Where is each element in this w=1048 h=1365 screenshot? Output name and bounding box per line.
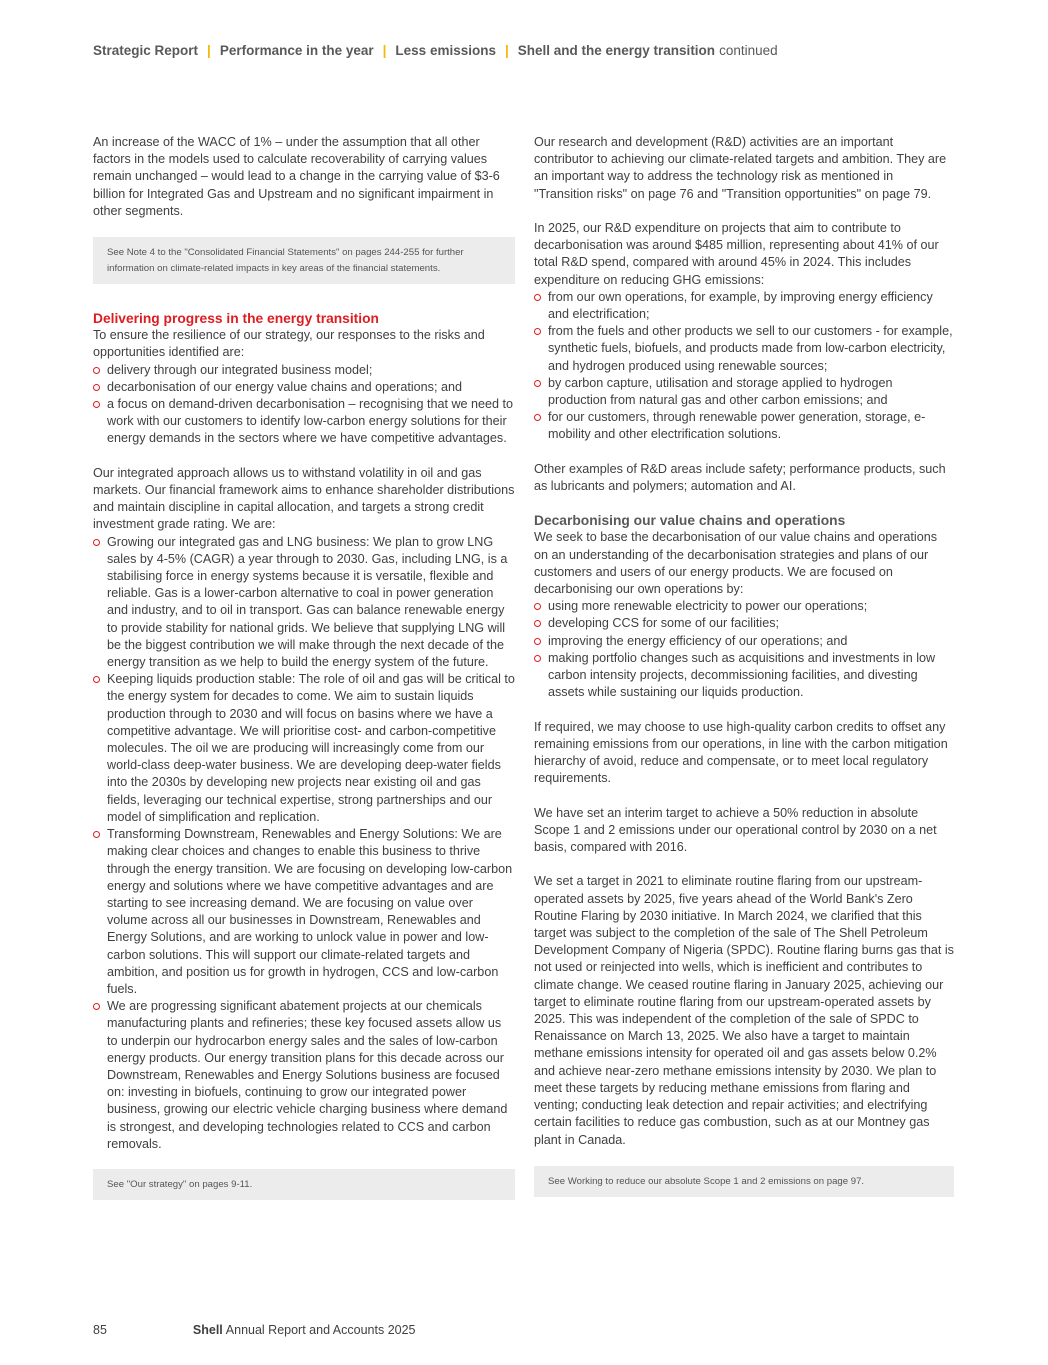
bullet-icon xyxy=(93,676,100,683)
list-item xyxy=(93,362,515,379)
bullet-icon xyxy=(534,294,541,301)
list-item-text: a focus on demand-driven decarbonisation – recognising that we need to work with our customers to identify low-carbon energy solutions for their energy demands in the sectors where we have competitive advantages. xyxy=(107,397,514,446)
bullet-icon xyxy=(93,1003,100,1010)
brand-name: Shell xyxy=(192,1323,223,1337)
list-item-text: Transforming Downstream, Renewables and Energy Solutions: We are making clear choices and changes to enable this business to thrive through the energy transition. We are focusing on developing low-carbon energy and solutions where we have competitive advantages and are starting to see increasing demand. We are focusing on value over volume across all our businesses in Downstream, Renewables and Energy Solutions, and are working to unlock value in power and low-carbon solutions. This will support our climate-related targets and ambition, and position us for growth in hydrogen, CCS and low-carbon fuels. xyxy=(107,827,513,996)
bullet-icon xyxy=(93,384,100,391)
document-title: Annual Report and Accounts 2025 xyxy=(225,1323,416,1337)
breadcrumb-separator: | xyxy=(207,43,211,58)
note-text[interactable]: See Note 4 to the "Consolidated Financial Statements" on pages 244-255 for further information on climate-related impacts in key areas of the financial statements. xyxy=(107,247,464,275)
resilience-list xyxy=(93,362,515,448)
note-text[interactable]: See "Our strategy" on pages 9-11. xyxy=(107,1178,253,1190)
bullet-icon xyxy=(534,414,541,421)
continued-label: continued xyxy=(719,43,778,58)
page-header xyxy=(93,42,993,60)
resilience-intro: To ensure the resilience of our strategy, our responses to the risks and opportunities identified are: xyxy=(93,328,485,360)
section-heading-delivering-progress: Delivering progress in the energy transition xyxy=(93,311,379,327)
list-item-text: by carbon capture, utilisation and storage applied to hydrogen production from natural gas and other carbon emissions; and xyxy=(548,375,893,408)
list-item xyxy=(534,598,954,615)
bullet-icon xyxy=(534,638,541,645)
left-column xyxy=(93,134,515,1200)
breadcrumb-energy-transition[interactable]: Shell and the energy transition xyxy=(517,43,716,58)
rd-expenditure-paragraph: In 2025, our R&D expenditure on projects that aim to contribute to decarbonisation was around $485 million, representing about 41% of our total R&D spend, compared with around 45% in 2024. This includes expenditure on reducing GHG emissions: xyxy=(534,221,939,287)
list-item-text: improving the energy efficiency of our operations; and xyxy=(548,633,848,648)
list-item-text: We are progressing significant abatement projects at our chemicals manufacturing plants and refineries; these key focused assets allow us to underpin our hydrocarbon energy sales and the sales of low-carbon energy products. Our energy transition plans for this decade across our Downstream, Renewables and Energy Solutions business are focused on: investing in biofuels, continuing to grow our integrated power business, growing our electric vehicle charging business where demand is strongest, and developing technologies related to CCS and carbon removals. xyxy=(107,999,508,1151)
bullet-icon xyxy=(534,603,541,610)
list-item xyxy=(93,998,515,1153)
breadcrumb-strategic-report[interactable]: Strategic Report xyxy=(93,43,199,58)
rd-intro-paragraph: Our research and development (R&D) activities are an important contributor to achieving our climate-related targets and ambition. They are an important way to address the technology risk as mentioned in "Transition risks" on page 76 and "Transition opportunities" on page 79. xyxy=(534,135,947,201)
list-item-text: for our customers, through renewable power generation, storage, e-mobility and other electrification solutions. xyxy=(548,410,926,442)
list-item xyxy=(93,379,515,396)
list-item xyxy=(93,671,515,826)
list-item-text: from the fuels and other products we sell to our customers - for example, synthetic fuels, biofuels, and products made from low-carbon electricity, and hydrogen produced using renewable sources; xyxy=(548,324,953,373)
wacc-paragraph: An increase of the WACC of 1% – under the assumption that all other factors in the models used to calculate recoverability of carrying values remain unchanged – would lead to a change in the carrying value of $3-6 billion for Integrated Gas and Upstream and no significant impairment in other segments. xyxy=(93,135,500,218)
breadcrumb-less-emissions[interactable]: Less emissions xyxy=(395,43,496,58)
decarb-intro: We seek to base the decarbonisation of our value chains and operations on an understanding of the decarbonisation strategies and plans of our customers and users of our energy products. We are focused on decarbonising our own operations by: xyxy=(534,530,938,597)
list-item xyxy=(534,375,954,409)
list-item-text: Growing our integrated gas and LNG business: We plan to grow LNG sales by 4-5% (CAGR) a year through to 2030. Gas, including LNG, is a stabilising force in energy systems because it is versatile, flexible and reliable. Gas is a lower-carbon alternative to coal in power generation and industry, and to oil in transport. Gas can balance renewable energy to provide stability for national grids. We believe that supplying LNG will be the biggest contribution we will make through the next decade of the energy transition as we help to build the energy system of the future. xyxy=(107,534,508,670)
note-box-our-strategy xyxy=(93,1169,515,1200)
bullet-icon xyxy=(93,367,100,374)
note-box-financial-statements xyxy=(93,237,515,284)
list-item xyxy=(534,650,954,702)
list-item xyxy=(93,534,515,672)
decarb-list xyxy=(534,598,954,701)
bullet-icon xyxy=(534,380,541,387)
note-text[interactable]: See Working to reduce our absolute Scope 1 and 2 emissions on page 97. xyxy=(548,1175,865,1187)
interim-target-paragraph: We have set an interim target to achieve a 50% reduction in absolute Scope 1 and 2 emissions under our operational control by 2030 on a net basis, compared with 2016. xyxy=(534,805,937,855)
list-item-text: decarbonisation of our energy value chains and operations; and xyxy=(107,379,462,394)
bullet-icon xyxy=(93,401,100,408)
list-item xyxy=(534,615,954,632)
list-item-text: from our own operations, for example, by improving energy efficiency and electrification; xyxy=(548,289,933,322)
list-item-text: developing CCS for some of our facilities; xyxy=(548,616,779,631)
rd-other-paragraph: Other examples of R&D areas include safety; performance products, such as lubricants and polymers; automation and AI. xyxy=(534,461,946,494)
integrated-approach-list xyxy=(93,534,515,1153)
bullet-icon xyxy=(93,831,100,838)
bullet-icon xyxy=(534,328,541,335)
page-footer xyxy=(93,1322,416,1338)
list-item-text: Keeping liquids production stable: The role of oil and gas will be critical to the energy system for decades to come. We aim to sustain liquids production through to 2030 and will focus on basins where we have a competitive advantage. We will prioritise cost- and carbon-competitive molecules. The oil we are producing will increasingly come from our world-class deep-water business. We are developing deep-water fields into the 2030s by developing new projects near existing oil and gas fields, leveraging our technical expertise, strong partnerships and our model of simplification and replication. xyxy=(107,672,515,824)
bullet-icon xyxy=(534,655,541,662)
page-number: 85 xyxy=(93,1323,107,1337)
list-item xyxy=(93,826,515,998)
list-item xyxy=(93,396,515,448)
list-item-text: making portfolio changes such as acquisitions and investments in low carbon intensity projects, decommissioning facilities, and divesting assets while sustaining our liquids production. xyxy=(548,650,936,700)
note-box-scope-emissions xyxy=(534,1166,954,1197)
list-item xyxy=(534,633,954,650)
list-item xyxy=(534,409,954,443)
carbon-credits-paragraph: If required, we may choose to use high-quality carbon credits to offset any remaining emissions from our operations, in line with the carbon mitigation hierarchy of avoid, reduce and compensate, or to meet local regulatory requirements. xyxy=(534,719,948,786)
list-item-text: delivery through our integrated business model; xyxy=(107,362,373,377)
breadcrumb-separator: | xyxy=(382,43,387,58)
bullet-icon xyxy=(534,620,541,627)
list-item-text: using more renewable electricity to power our operations; xyxy=(548,599,868,614)
flaring-paragraph: We set a target in 2021 to eliminate routine flaring from our upstream-operated assets by 2025, five years ahead of the World Bank's Zero Routine Flaring by 2030 initiative. In March 2024, we clarified that this target was subject to the completion of the sale of The Shell Petroleum Development Company of Nigeria (SPDC). Routine flaring burns gas that is not used or reinjected into wells, which is inefficient and contributes to climate change. We ceased routine flaring in January 2025, achieving our target to eliminate routine flaring from our upstream-operated assets by 2025. This was independent of the completion of the sale of SPDC to Renaissance on March 13, 2025. We also have a target to maintain methane emissions intensity for operated oil and gas assets below 0.2% and achieve near-zero methane emissions intensity by 2030. We plan to meet these targets by reducing methane emissions from flaring and venting; conducting leak detection and repair activities; and electrifying certain facilities to reduce gas combustion, such as at our Montney gas plant in Canada. xyxy=(534,874,954,1147)
breadcrumb-performance[interactable]: Performance in the year xyxy=(219,43,374,58)
integrated-approach-intro: Our integrated approach allows us to withstand volatility in oil and gas markets. Our financial framework aims to enhance shareholder distributions and maintain discipline in capital allocation, and targets a strong credit investment grade rating. We are: xyxy=(93,465,515,532)
rd-list xyxy=(534,289,954,444)
right-column xyxy=(534,134,954,1197)
bullet-icon xyxy=(93,539,100,546)
section-heading-decarbonising: Decarbonising our value chains and operations xyxy=(534,513,846,529)
list-item xyxy=(534,289,954,323)
list-item xyxy=(534,323,954,375)
breadcrumb-separator: | xyxy=(504,43,509,58)
